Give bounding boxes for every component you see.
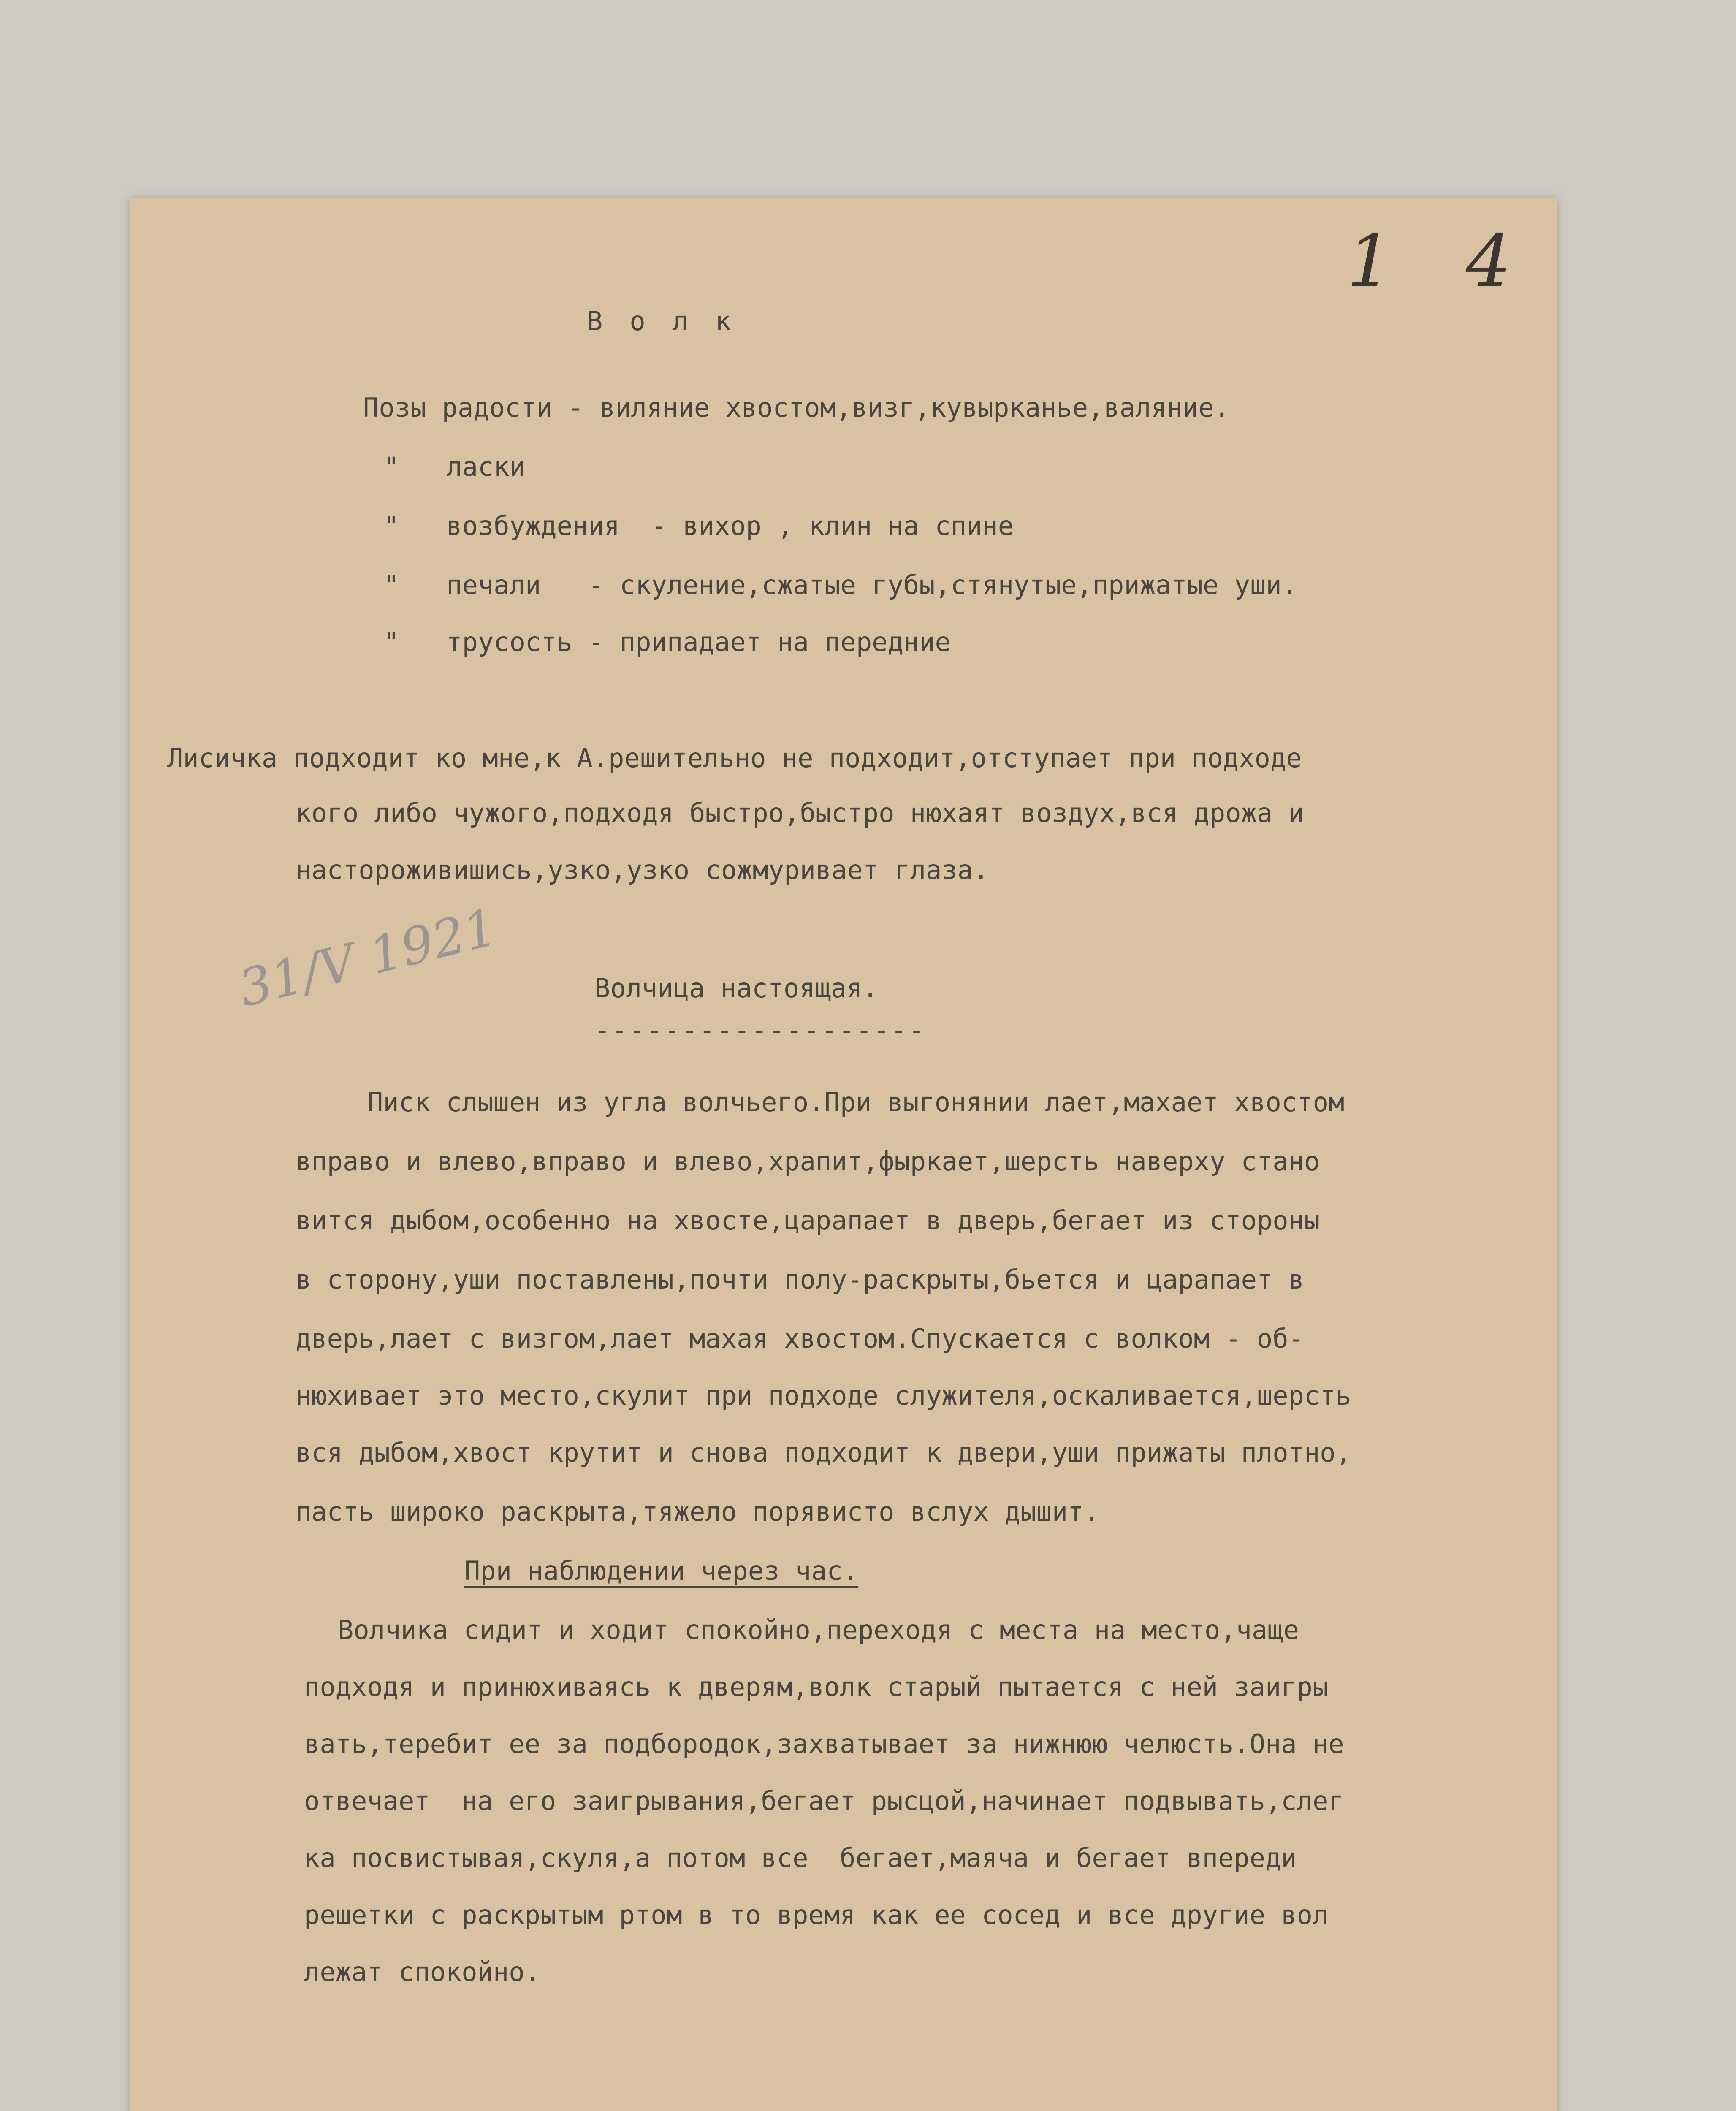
paragraph-line: вся дыбом,хвост крутит и снова подходит к двери,уши прижаты плотно, bbox=[296, 1437, 1351, 1468]
pose-line: " ласки bbox=[383, 451, 525, 482]
paragraph-line: Писк слышен из угла волчьего.При выгонянии лает,махает хвостом bbox=[367, 1087, 1345, 1118]
paragraph-line: дверь,лает с визгом,лает махая хвостом.Спускается с волком - об- bbox=[296, 1323, 1304, 1354]
paragraph-line: Лисичка подходит ко мне,к А.решительно не подходит,отступает при подходе bbox=[167, 743, 1302, 773]
paragraph-line: пасть широко раскрыта,тяжело порявисто вслух дышит. bbox=[296, 1496, 1099, 1527]
paragraph-line: в сторону,уши поставлены,почти полу-раскрыты,бьется и царапает в bbox=[296, 1264, 1304, 1295]
section-title: Волчица настоящая. bbox=[594, 973, 878, 1004]
pose-line: " возбуждения - вихор , клин на спине bbox=[383, 510, 1014, 541]
paragraph-line: вится дыбом,особенно на хвосте,царапает в дверь,бегает из стороны bbox=[296, 1205, 1320, 1236]
paragraph-line: подходя и принюхиваясь к дверям,волк старый пытается с ней заигры bbox=[304, 1671, 1329, 1702]
paragraph-line: настороживишись,узко,узко сожмуривает глаза. bbox=[296, 855, 989, 885]
pose-line: Позы радости - виляние хвостом,визг,кувырканье,валяние. bbox=[363, 392, 1230, 423]
pose-line: " печали - скуление,сжатые губы,стянутые,прижатые уши. bbox=[383, 570, 1297, 600]
paragraph-line: ка посвистывая,скуля,а потом все бегает,маяча и бегает впереди bbox=[304, 1842, 1297, 1873]
paragraph-line: кого либо чужого,подходя быстро,быстро нюхаят воздух,вся дрожа и bbox=[296, 798, 1304, 828]
paragraph-line: лежат спокойно. bbox=[304, 1956, 540, 1987]
paragraph-line: Волчика сидит и ходит спокойно,переходя с места на место,чаще bbox=[338, 1614, 1299, 1645]
paragraph-line: нюхивает это место,скулит при подходе служителя,оскаливается,шерсть bbox=[296, 1380, 1351, 1411]
paragraph-line: отвечает на его заигрывания,бегает рысцой,начинает подвывать,слег bbox=[304, 1785, 1344, 1816]
pose-line: " трусость - припадает на передние bbox=[383, 627, 951, 657]
handwritten-page-number: 1 4 bbox=[1347, 220, 1537, 303]
subsection-title: При наблюдении через час. bbox=[464, 1555, 859, 1586]
section-title-underline: ------------------- bbox=[594, 1015, 926, 1045]
paragraph-line: вать,теребит ее за подбородок,захватывает за нижнюю челюсть.Она не bbox=[304, 1728, 1344, 1759]
handwritten-date: 31/V 1921 bbox=[233, 898, 503, 1019]
paragraph-line: решетки с раскрытым ртом в то время как ее сосед и все другие вол bbox=[304, 1899, 1329, 1930]
paragraph-line: вправо и влево,вправо и влево,храпит,фыркает,шерсть наверху стано bbox=[296, 1146, 1320, 1177]
document-title: Волк bbox=[587, 306, 758, 336]
